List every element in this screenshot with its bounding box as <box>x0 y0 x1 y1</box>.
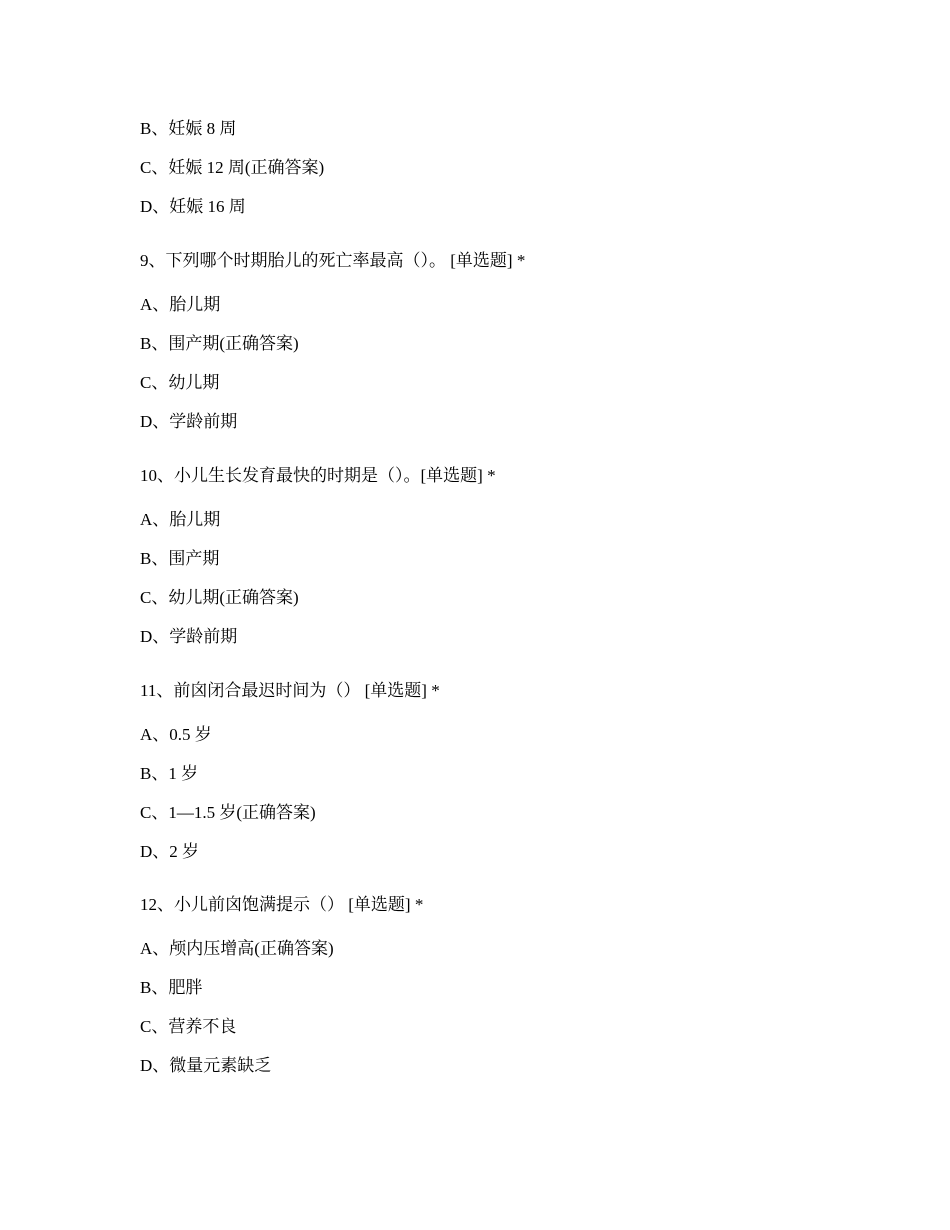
option-line: C、幼儿期 <box>140 373 220 392</box>
option-line: D、学龄前期 <box>140 627 238 646</box>
option-line: D、学龄前期 <box>140 412 238 431</box>
question-line: 10、小儿生长发育最快的时期是（）。[单选题] * <box>140 466 496 485</box>
option-line: D、微量元素缺乏 <box>140 1056 272 1075</box>
option-line: A、胎儿期 <box>140 295 221 314</box>
option-line: A、胎儿期 <box>140 510 221 529</box>
option-line: A、颅内压增高(正确答案) <box>140 939 334 958</box>
option-line: C、营养不良 <box>140 1017 237 1036</box>
option-line: D、妊娠 16 周 <box>140 197 246 216</box>
question-line: 12、小儿前囟饱满提示（） [单选题] * <box>140 895 424 914</box>
option-line: B、围产期(正确答案) <box>140 334 299 353</box>
option-line: D、2 岁 <box>140 842 200 861</box>
option-line: B、围产期 <box>140 549 220 568</box>
option-line: A、0.5 岁 <box>140 725 212 744</box>
option-line: C、1—1.5 岁(正确答案) <box>140 803 316 822</box>
option-line: B、肥胖 <box>140 978 203 997</box>
option-line: C、幼儿期(正确答案) <box>140 588 299 607</box>
option-line: B、1 岁 <box>140 764 199 783</box>
option-line: C、妊娠 12 周(正确答案) <box>140 158 325 177</box>
question-line: 9、下列哪个时期胎儿的死亡率最高（）。 [单选题] * <box>140 251 526 270</box>
option-line: B、妊娠 8 周 <box>140 119 237 138</box>
question-line: 11、前囟闭合最迟时间为（） [单选题] * <box>140 681 440 700</box>
